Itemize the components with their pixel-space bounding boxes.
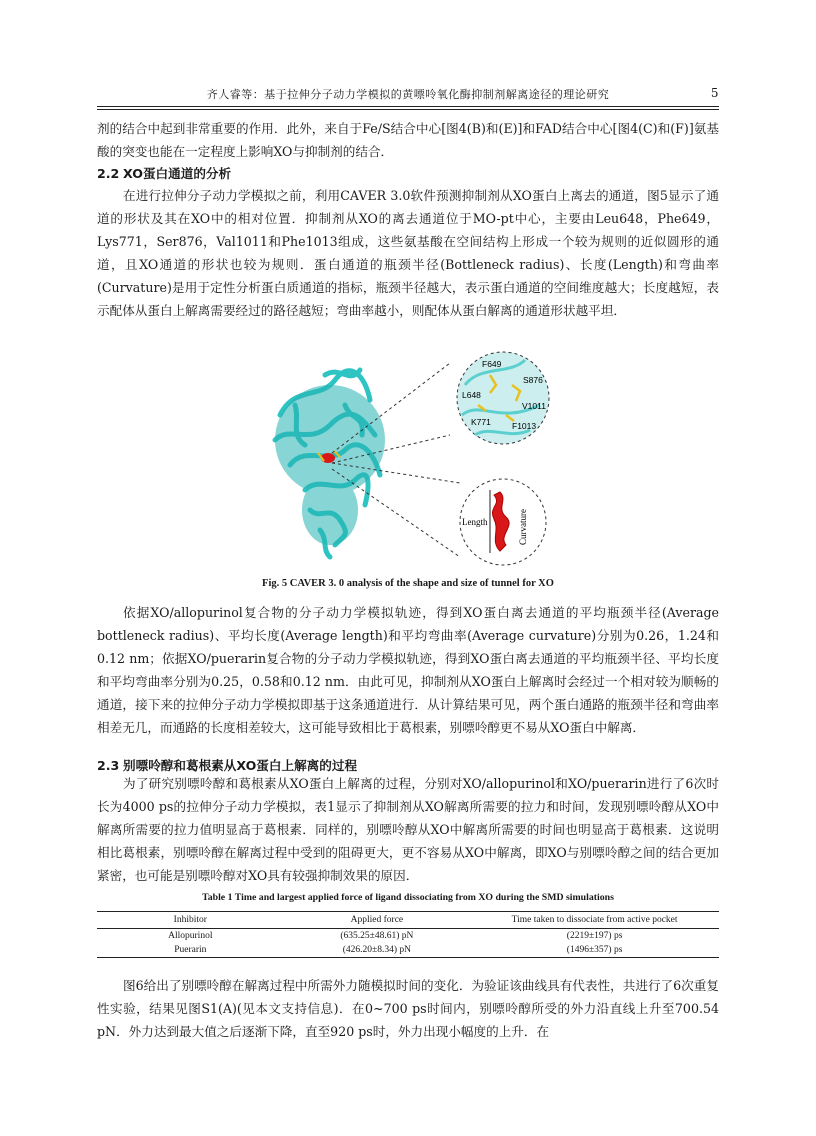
col-inhibitor: Inhibitor	[97, 912, 284, 929]
label-length: Length	[462, 517, 488, 527]
paragraph-3: 依据XO/allopurinol复合物的分子动力学模拟轨迹，得到XO蛋白离去通道的平均瓶颈半径(Average bottleneck radius)、平均长度(Average length)和平均弯曲率(Average curvature)分别为0.26，1.24和0.12 nm；依据XO/puerarin复合物的分子动力学模拟轨迹，得到XO蛋白离去通道的平均瓶颈半径、平均长度和平均弯曲率分别为0.25，0.58和0.12 nm．由此可见，抑制剂从XO蛋白上解离时会经过一个相对较为顺畅的通道，接下来的拉伸分子动力学模拟即基于这条通道进行．从计算结果可见，两个蛋白通路的瓶颈半径和弯曲率相差无几，而通路的长度相差较大，这可能导致相比于葛根素，别嘌呤醇更不易从XO蛋白中解离．	[97, 605, 719, 735]
running-header	[97, 86, 719, 104]
figure-5	[250, 345, 570, 570]
table-row: Puerarin (426.20±8.34) pN (1496±357) ps	[97, 943, 719, 958]
protein-fill	[275, 385, 385, 545]
paragraph-5: 图6给出了别嘌呤醇在解离过程中所需外力随模拟时间的变化．为验证该曲线具有代表性，共进行了6次重复性实验，结果见图S1(A)(见本文支持信息)．在0~700 ps时间内，别嘌呤醇所受的外力沿直线上升至700.54 pN．外力达到最大值之后逐渐下降，直至920 ps时，外力出现小幅度的上升．在	[97, 978, 719, 1039]
label-l648: L648	[462, 390, 481, 400]
table-header-row	[97, 912, 719, 929]
col-applied-force: Applied force	[284, 912, 471, 929]
col-time: Time taken to dissociate from active pocket	[470, 912, 719, 929]
label-v1011: V1011	[522, 401, 546, 411]
table-1-caption: Table 1 Time and largest applied force of ligand dissociating from XO during the SMD simulations	[202, 892, 614, 903]
section-heading-2-2: 2.2 XO蛋白通道的分析	[97, 166, 232, 181]
paragraph-2: 在进行拉伸分子动力学模拟之前，利用CAVER 3.0软件预测抑制剂从XO蛋白上离去的通道，图5显示了通道的形状及其在XO中的相对位置．抑制剂从XO的离去通道位于MO-pt中心，主要由Leu648，Phe649，Lys771，Ser876，Val1011和Phe1013组成，这些氨基酸在空间结构上形成一个较为规则的近似圆形的通道，且XO通道的形状也较为规则．蛋白通道的瓶颈半径(Bottleneck radius)、长度(Length)和弯曲率(Curvature)是用于定性分析蛋白质通道的指标，瓶颈半径越大，表示蛋白通道的空间维度越大；长度越短，表示配体从蛋白上解离需要经过的路径越短；弯曲率越小，则配体从蛋白解离的通道形状越平坦．	[97, 188, 719, 318]
paragraph-1: 剂的结合中起到非常重要的作用．此外，来自于Fe/S结合中心[图4(B)和(E)]和FAD结合中心[图4(C)和(F)]氨基酸的突变也能在一定程度上影响XO与抑制剂的结合．	[97, 121, 719, 159]
label-k771: K771	[471, 417, 491, 427]
header-rule	[97, 106, 719, 107]
label-f1013: F1013	[512, 421, 537, 431]
section-heading-2-3: 2.3 别嘌呤醇和葛根素从XO蛋白上解离的过程	[97, 758, 358, 773]
label-curvature: Curvature	[518, 509, 528, 545]
label-f649: F649	[482, 359, 502, 369]
tunnel-marker	[321, 453, 335, 463]
table-row: Allopurinol (635.25±48.61) pN (2219±197) ps	[168, 931, 623, 941]
page-number: 5	[710, 86, 719, 100]
paragraph-4: 为了研究别嘌呤醇和葛根素从XO蛋白上解离的过程，分别对XO/allopurinol和XO/puerarin进行了6次时长为4000 ps的拉伸分子动力学模拟，表1显示了抑制剂从XO解离所需要的拉力和时间，发现别嘌呤醇从XO中解离所需要的拉力值明显高于葛根素．同样的，别嘌呤醇从XO中解离所需要的时间也明显高于葛根素．这说明相比葛根素，别嘌呤醇在解离过程中受到的阻碍更大，更不容易从XO中解离，即XO与别嘌呤醇之间的结合更加紧密，也可能是别嘌呤醇对XO具有较强抑制效果的原因．	[97, 776, 719, 883]
table-1	[97, 911, 719, 958]
header-rule-thin	[97, 109, 719, 110]
figure-5-graphic	[250, 345, 570, 570]
running-title: 齐人睿等：基于拉伸分子动力学模拟的黄嘌呤氧化酶抑制剂解离途径的理论研究	[206, 88, 610, 101]
figure-5-caption: Fig. 5 CAVER 3. 0 analysis of the shape and size of tunnel for XO	[262, 578, 554, 589]
label-s876: S876	[523, 375, 543, 385]
